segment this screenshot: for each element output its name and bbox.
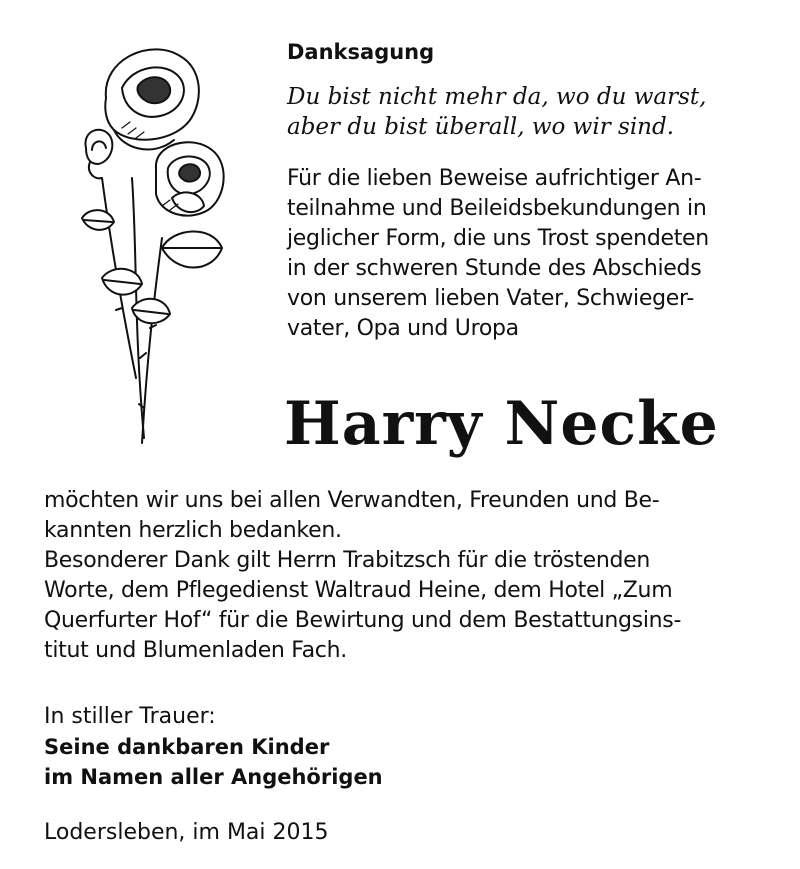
thanks-line: möchten wir uns bei allen Verwandten, Freunden und Be- <box>44 488 660 513</box>
deceased-name: Harry Necke <box>284 389 719 459</box>
intro-line: in der schweren Stunde des Abschieds <box>287 256 702 281</box>
signature-line: Seine dankbaren Kinder <box>44 735 330 759</box>
mourning-label: In stiller Trauer: <box>44 704 216 729</box>
thanks-line: Worte, dem Pflegedienst Waltraud Heine, dem Hotel „Zum <box>44 578 673 603</box>
motto-line: Du bist nicht mehr da, wo du warst, <box>287 84 707 110</box>
thanks-line: kannten herzlich bedanken. <box>44 518 342 543</box>
intro-line: teilnahme und Beileidsbekundungen in <box>287 196 707 221</box>
thanks-line: Querfurter Hof“ für die Bewirtung und dem Bestattungsins- <box>44 608 682 633</box>
thanks-line: Besonderer Dank gilt Herrn Trabitzsch für die tröstenden <box>44 548 651 573</box>
notice-heading: Danksagung <box>287 40 435 64</box>
signature-line: im Namen aller Angehörigen <box>44 765 383 789</box>
intro-line: vater, Opa und Uropa <box>287 316 519 341</box>
closing-signature <box>44 702 383 792</box>
intro-line: jeglicher Form, die uns Trost spendeten <box>287 226 709 251</box>
place-date: Lodersleben, im Mai 2015 <box>44 820 329 845</box>
thanks-line: titut und Blumenladen Fach. <box>44 638 347 663</box>
intro-line: von unserem lieben Vater, Schwieger- <box>287 286 694 311</box>
roses-icon <box>62 38 242 448</box>
motto-verse <box>287 82 706 142</box>
intro-line: Für die lieben Beweise aufrichtiger An- <box>287 166 702 191</box>
intro-paragraph <box>287 164 709 344</box>
motto-line: aber du bist überall, wo wir sind. <box>287 114 675 140</box>
thanks-paragraph <box>44 486 681 666</box>
